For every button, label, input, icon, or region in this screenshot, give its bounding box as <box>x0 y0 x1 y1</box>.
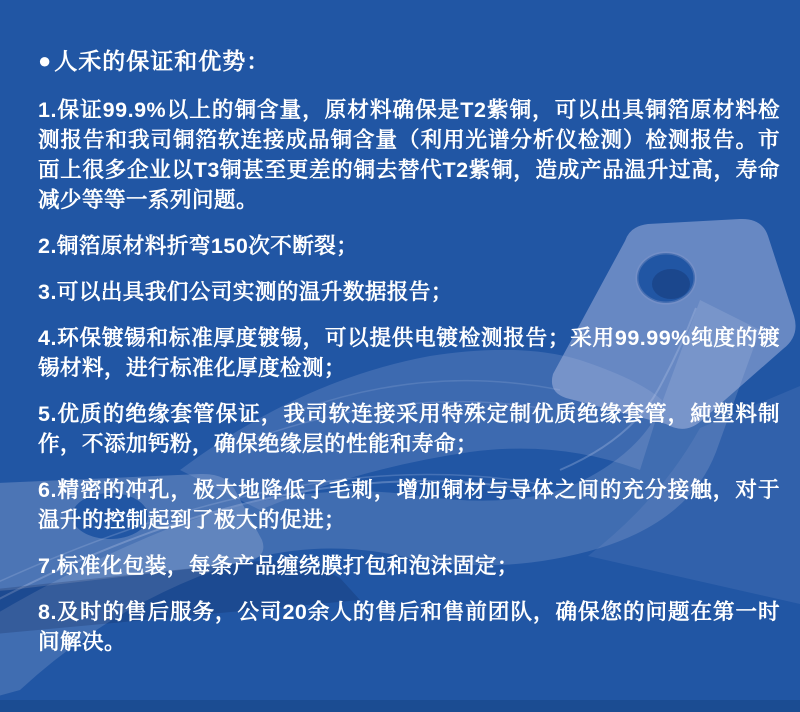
advantage-item-5: 5.优质的绝缘套管保证，我司软连接采用特殊定制优质绝缘套管，純塑料制作，不添加钙粉，确保绝缘层的性能和寿命； <box>38 402 780 456</box>
bullet-circle-icon: ● <box>38 48 53 73</box>
advantage-item-4: 4.环保镀锡和标准厚度镀锡，可以提供电镀检测报告；采用99.99%纯度的镀锡材料，进行标准化厚度检测； <box>38 326 780 380</box>
advantage-item-7: 7.标准化包装，每条产品缠绕膜打包和泡沫固定； <box>38 554 519 578</box>
advantage-item-3: 3.可以出具我们公司实测的温升数据报告； <box>38 280 453 304</box>
advantage-item-2: 2.铜箔原材料折弯150次不断裂； <box>38 234 359 258</box>
page-title-text: 人禾的保证和优势： <box>54 48 271 74</box>
advantage-item-1: 1.保证99.9%以上的铜含量，原材料确保是T2紫铜，可以出具铜箔原材料检测报告和我司铜箔软连接成品铜含量（利用光谱分析仪检测）检测报告。市面上很多企业以T3铜甚至更差的铜去替代T2紫铜，造成产品温升过高，寿命减少等等一系列问题。 <box>38 98 780 212</box>
advantage-item-6: 6.精密的冲孔，极大地降低了毛刺，增加铜材与导体之间的充分接触，对于温升的控制起到了极大的促进； <box>38 478 780 532</box>
advantage-item-8: 8.及时的售后服务，公司20余人的售后和售前团队，确保您的问题在第一时间解决。 <box>38 600 780 654</box>
footer-strip <box>0 700 800 712</box>
page-title <box>38 46 780 76</box>
